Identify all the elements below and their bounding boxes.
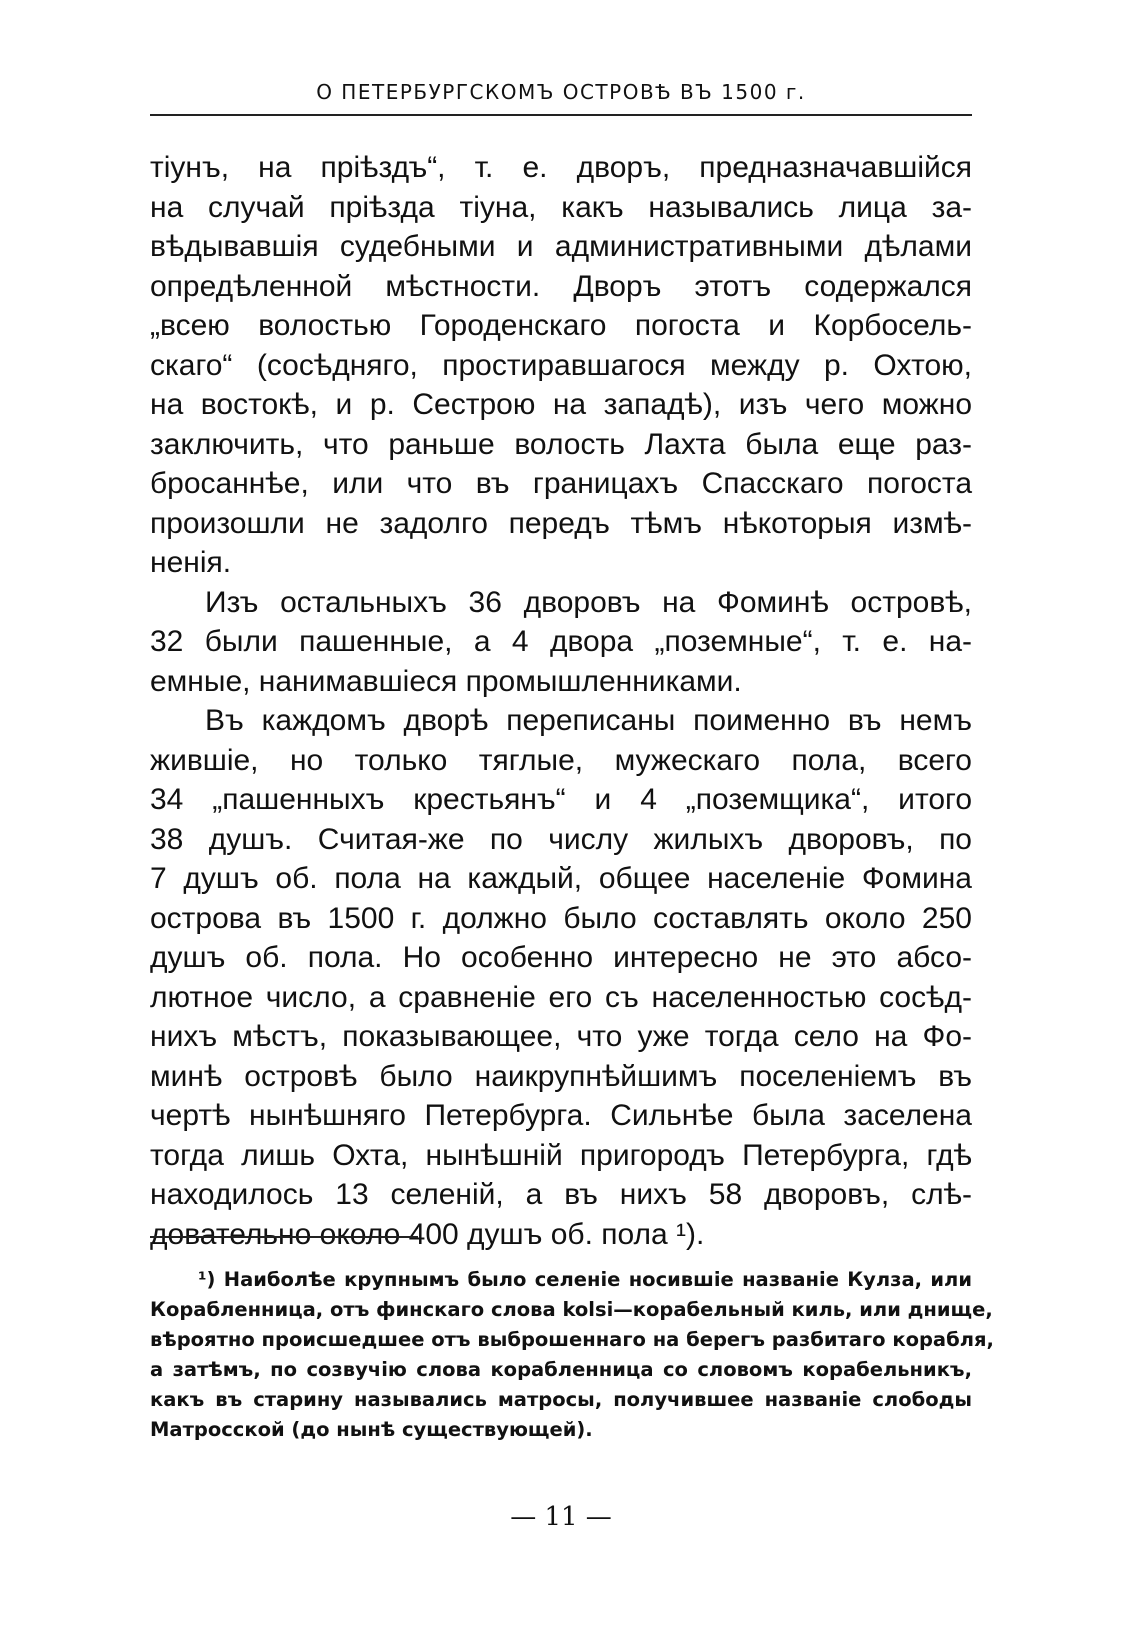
running-title: О ПЕТЕРБУРГСКОМЪ ОСТРОВѢ ВЪ 1500 г.: [316, 80, 806, 104]
body-line: скаго“ (сосѣдняго, простиравшагося между р. Охтою,: [150, 348, 972, 382]
body-line: 32 были пашенные, а 4 двора „поземные“, т. е. на-: [150, 625, 972, 658]
body-line: заключить, что раньше волость Лахта была еще раз-: [150, 427, 972, 461]
body-line: нихъ мѣстъ, показывающее, что уже тогда село на Фо-: [150, 1020, 972, 1053]
page-number: — 11 —: [510, 1502, 612, 1532]
paragraph-start: Въ каждомъ дворѣ переписаны поименно въ немъ: [205, 704, 972, 737]
footnote-rule: [150, 1236, 418, 1238]
body-line: ненія.: [150, 546, 232, 579]
body-line: тогда лишь Охта, нынѣшній пригородъ Петербурга, гдѣ: [150, 1138, 972, 1172]
body-line: на случай пріѣзда тіуна, какъ назывались лица за-: [150, 190, 972, 224]
body-line: чертѣ нынѣшняго Петербурга. Сильнѣе была заселена: [150, 1099, 972, 1132]
body-line: бросаннѣе, или что въ границахъ Спасскаго погоста: [150, 467, 972, 500]
footnote-line: Корабленница, отъ финскаго слова kolsi—корабельный киль, или днище,: [150, 1298, 993, 1321]
body-line: жившіе, но только тяглые, мужескаго пола, всего: [150, 743, 972, 777]
header-rule: [150, 114, 972, 116]
body-line: опредѣленной мѣстности. Дворъ этотъ содержался: [150, 269, 972, 303]
body-line: на востокѣ, и р. Сестрою на западѣ), изъ чего можно: [150, 388, 972, 421]
body-line: „всею волостью Городенскаго погоста и Корбосель-: [150, 309, 972, 342]
body-line: 7 душъ об. пола на каждый, общее населеніе Фомина: [150, 862, 972, 895]
footnote-line: ¹) Наиболѣе крупнымъ было селеніе носившіе названіе Кулза, или: [198, 1268, 972, 1291]
footnote-line: Матросской (до нынѣ существующей).: [150, 1418, 593, 1441]
body-line: душъ об. пола. Но особенно интересно не это абсо-: [150, 941, 972, 974]
body-line: довательно около 400 душъ об. пола ¹).: [150, 1217, 705, 1251]
body-line: минѣ островѣ было наикрупнѣйшимъ поселеніемъ въ: [150, 1059, 972, 1093]
body-line: емные, нанимавшіеся промышленниками.: [150, 664, 742, 698]
body-line: 34 „пашенныхъ крестьянъ“ и 4 „поземщика“, итого: [150, 783, 972, 816]
body-line: 38 душъ. Считая-же по числу жилыхъ дворовъ, по: [150, 822, 972, 856]
footnote-line: вѣроятно происшедшее отъ выброшеннаго на берегъ разбитаго корабля,: [150, 1328, 994, 1351]
body-line: лютное число, а сравненіе его съ населенностью сосѣд-: [150, 980, 972, 1014]
body-line: острова въ 1500 г. должно было составлять около 250: [150, 901, 972, 935]
body-text: [150, 148, 972, 1254]
body-line: вѣдывавшія судебными и административными дѣлами: [150, 230, 972, 263]
body-line: находилось 13 селеній, а въ нихъ 58 дворовъ, слѣ-: [150, 1178, 972, 1211]
body-line: тіунъ, на пріѣздъ“, т. е. дворъ, предназначавшійся: [150, 151, 972, 184]
footnote: [150, 1265, 994, 1445]
footnote-line: какъ въ старину назывались матросы, получившее названіе слободы: [150, 1388, 972, 1411]
body-line: произошли не задолго передъ тѣмъ нѣкоторыя измѣ-: [150, 506, 972, 540]
paragraph-start: Изъ остальныхъ 36 дворовъ на Фоминѣ островѣ,: [205, 585, 972, 619]
footnote-line: а затѣмъ, по созвучію слова корабленница со словомъ корабельникъ,: [150, 1358, 972, 1381]
